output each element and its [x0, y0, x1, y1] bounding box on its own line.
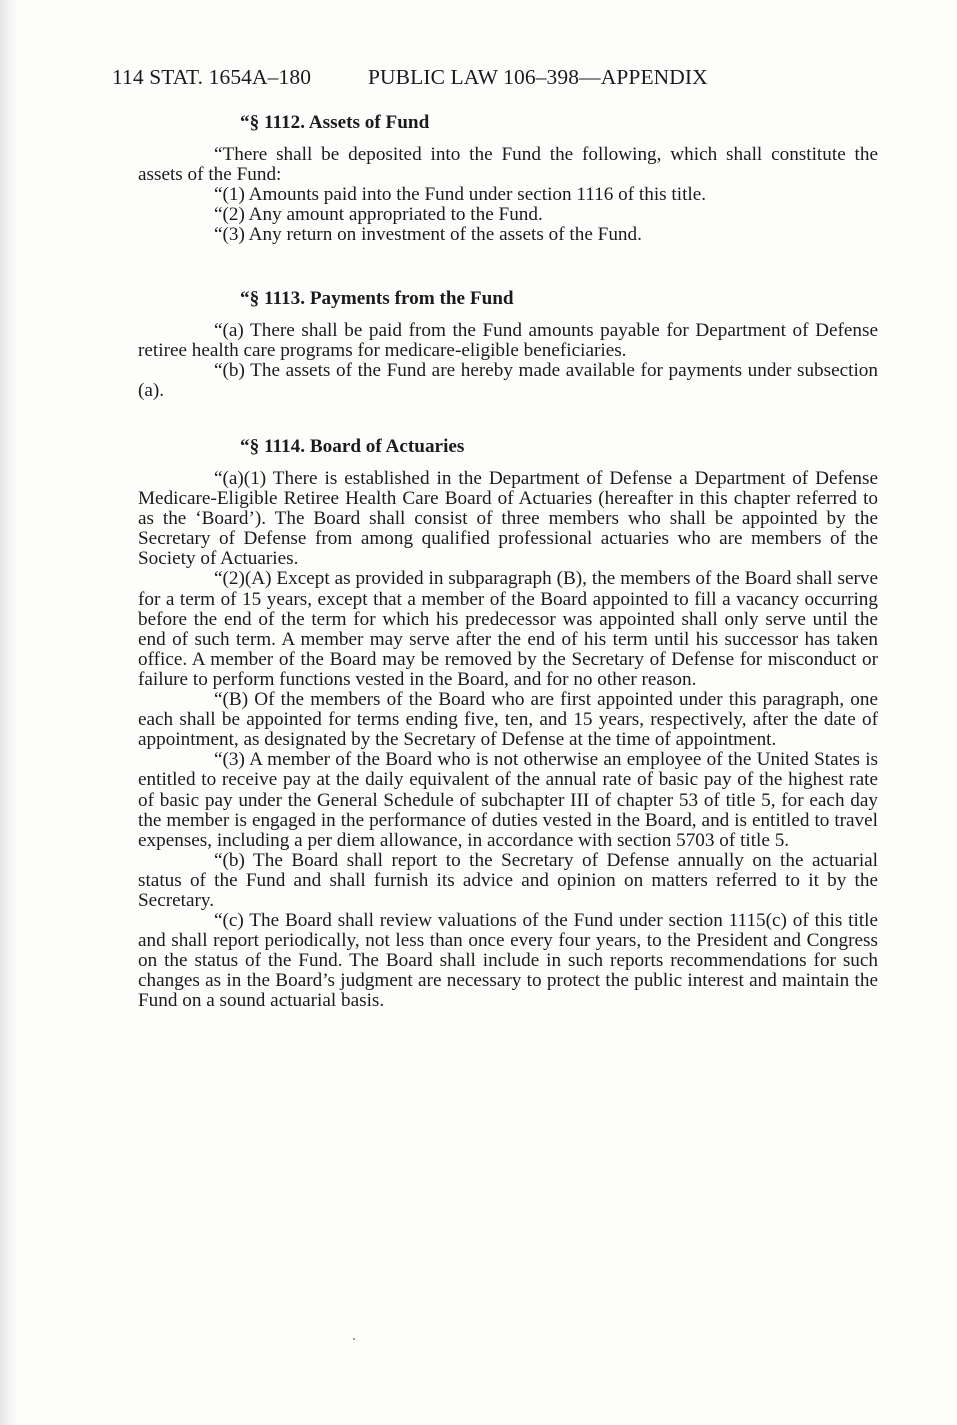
section-paragraph: “(a)(1) There is established in the Department of Defense a Department of Defense Medicare-Eligible Retiree Health Care Board of Actuaries (hereafter in this chapter referred to as the ‘Board’). The Board shall consist of three members who shall be appointed by the Secretary of Defense from among qualified professional actuaries who are members of the Society of Actuaries.	[138, 468, 878, 570]
list-item-text: “(1) Amounts paid into the Fund under section 1116 of this title.	[214, 184, 707, 206]
section-heading: “§ 1112. Assets of Fund	[240, 112, 430, 133]
section-heading: “§ 1114. Board of Actuaries	[240, 436, 465, 457]
section-paragraph: “(c) The Board shall review valuations of the Fund under section 1115(c) of this title and shall report periodically, not less than once every four years, to the President and Congress on the status of the Fund. The Board shall include in such reports recommendations for such changes as in the Board’s judgment are necessary to protect the public interest and maintain the Fund on a sound actuarial basis.	[138, 910, 878, 1012]
list-item	[138, 185, 878, 205]
section-paragraph: “(B) Of the members of the Board who are first appointed under this paragraph, one each shall be appointed for terms ending five, ten, and 15 years, respectively, after the date of appointment, as designated by the Secretary of Defense at the time of appointment.	[138, 689, 878, 751]
section-paragraph: “(2)(A) Except as provided in subparagraph (B), the members of the Board shall serve for a term of 15 years, except that a member of the Board appointed to fill a vacancy occurring before the end of the term for which his predecessor was appointed shall only serve until the end of such term. A member may serve after the end of his term until his successor has taken office. A member of the Board may be removed by the Secretary of Defense for misconduct or failure to perform functions vested in the Board, and for no other reason.	[138, 568, 878, 690]
section-paragraph: “(b) The assets of the Fund are hereby made available for payments under subsection (a).	[138, 360, 878, 402]
section-paragraph: “(b) The Board shall report to the Secretary of Defense annually on the actuarial status of the Fund and shall furnish its advice and opinion on matters referred to it by the Secretary.	[138, 849, 878, 911]
section-1114	[138, 436, 878, 1012]
list-item: “(3) Any return on investment of the assets of the Fund.	[214, 224, 642, 246]
header-citation: 114 STAT. 1654A–180	[112, 65, 312, 89]
section-1112	[138, 112, 878, 245]
section-paragraph: “There shall be deposited into the Fund the following, which shall constitute the assets of the Fund:	[138, 144, 878, 186]
list-item: “(2) Any amount appropriated to the Fund.	[214, 204, 543, 226]
section-paragraph: “(a) There shall be paid from the Fund amounts payable for Department of Defense retiree health care programs for medicare-eligible beneficiaries.	[138, 320, 878, 362]
section-heading: “§ 1113. Payments from the Fund	[240, 288, 514, 309]
header-line	[112, 62, 878, 92]
running-header	[112, 62, 878, 92]
section-1113	[138, 288, 878, 401]
header-title: PUBLIC LAW 106–398—APPENDIX	[368, 65, 708, 89]
scan-speck	[353, 1338, 355, 1340]
page-edge-shadow	[0, 0, 18, 1425]
section-paragraph: “(3) A member of the Board who is not otherwise an employee of the United States is entitled to receive pay at the daily equivalent of the annual rate of basic pay of the highest rate of basic pay under the General Schedule of subchapter III of chapter 53 of title 5, for each day the member is engaged in the performance of duties vested in the Board, and is entitled to travel expenses, including a per diem allowance, in accordance with section 5703 of title 5.	[138, 749, 878, 851]
